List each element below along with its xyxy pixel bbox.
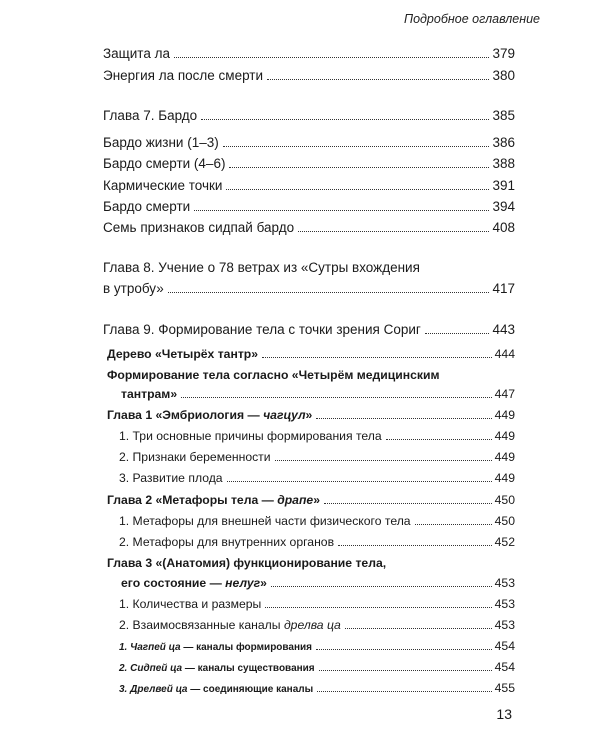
toc-entry: Бардо жизни (1–3) 386 xyxy=(103,135,515,150)
toc-chapter-8-line1: Глава 8. Учение о 78 ветрах из «Сутры вхождения xyxy=(103,260,420,275)
toc-entry: Семь признаков сидпай бардо 408 xyxy=(103,220,515,235)
toc-subsection: 2. Признаки беременности 449 xyxy=(119,450,515,464)
toc-section: его состояние — нелуг» 453 xyxy=(121,576,515,590)
toc-subsection: 2. Взаимосвязанные каналы дрелва ца 453 xyxy=(119,618,515,632)
toc-section: Глава 2 «Метафоры тела — драпе» 450 xyxy=(107,493,515,507)
toc-chapter-8: в утробу» 417 xyxy=(103,281,515,296)
running-title: Подробное оглавление xyxy=(404,12,540,26)
toc-subsection: 2. Метафоры для внутренних органов 452 xyxy=(119,535,515,549)
toc-entry: Защита ла 379 xyxy=(103,46,515,61)
toc-chapter-7: Глава 7. Бардо 385 xyxy=(103,108,515,123)
toc-subsection: 1. Количества и размеры 453 xyxy=(119,597,515,611)
toc-subsection: 1. Три основные причины формирования тела 449 xyxy=(119,429,515,443)
toc-subsubsection: 3. Дрелвей ца — соединяющие каналы 455 xyxy=(119,681,515,695)
toc-chapter-9: Глава 9. Формирование тела с точки зрения Сориг 443 xyxy=(103,322,515,337)
page-number: 13 xyxy=(496,706,512,722)
toc-entry: Энергия ла после смерти 380 xyxy=(103,68,515,83)
toc-section: Дерево «Четырёх тантр» 444 xyxy=(107,347,515,361)
toc-subsubsection: 1. Чагпей ца — каналы формирования 454 xyxy=(119,639,515,653)
toc-entry: Бардо смерти 394 xyxy=(103,199,515,214)
toc-section-line1: Глава 3 «(Анатомия) функционирование тела, xyxy=(107,556,387,570)
toc-section-line1: Формирование тела согласно «Четырём медицинским xyxy=(107,368,440,382)
toc-entry: Бардо смерти (4–6) 388 xyxy=(103,156,515,171)
toc-subsubsection: 2. Сидпей ца — каналы существования 454 xyxy=(119,660,515,674)
toc-subsection: 3. Развитие плода 449 xyxy=(119,471,515,485)
toc-entry: Кармические точки 391 xyxy=(103,178,515,193)
toc-section: тантрам» 447 xyxy=(121,387,515,401)
toc-subsection: 1. Метафоры для внешней части физического тела 450 xyxy=(119,514,515,528)
toc-section: Глава 1 «Эмбриология — чагцул» 449 xyxy=(107,408,515,422)
